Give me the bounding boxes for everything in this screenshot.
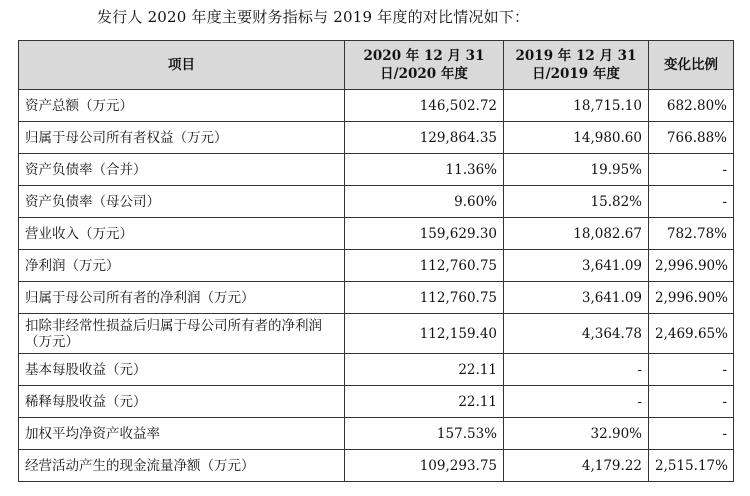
value-2020: 159,629.30 [345,218,504,250]
value-change: 2,996.90% [649,250,734,282]
row-label: 稀释每股收益（元） [19,386,345,418]
value-2019: 15.82% [504,186,649,218]
header-2019: 2019 年 12 月 31 日/2019 年度 [504,41,649,90]
table-header-row [19,41,734,90]
value-2019: 3,641.09 [504,250,649,282]
value-2020: 109,293.75 [345,450,504,482]
value-2020: 22.11 [345,354,504,386]
value-2020: 112,760.75 [345,250,504,282]
table-row [19,186,734,218]
value-change: - [649,354,734,386]
value-2020: 157.53% [345,418,504,450]
value-2020: 9.60% [345,186,504,218]
table-row [19,418,734,450]
value-change: - [649,418,734,450]
value-2019: 4,364.78 [504,314,649,354]
value-2019: - [504,354,649,386]
value-2019: 18,715.10 [504,90,649,122]
row-label: 基本每股收益（元） [19,354,345,386]
value-change: 2,996.90% [649,282,734,314]
value-2019: 18,082.67 [504,218,649,250]
row-label: 扣除非经常性损益后归属于母公司所有者的净利润（万元） [19,314,345,354]
table-row [19,122,734,154]
row-label: 经营活动产生的现金流量净额（万元） [19,450,345,482]
table-row [19,154,734,186]
value-2020: 146,502.72 [345,90,504,122]
value-2019: 3,641.09 [504,282,649,314]
row-label: 资产负债率（合并） [19,154,345,186]
value-change: 682.80% [649,90,734,122]
row-label: 加权平均净资产收益率 [19,418,345,450]
intro-text: 发行人 2020 年度主要财务指标与 2019 年度的对比情况如下： [97,8,530,26]
row-label: 净利润（万元） [19,250,345,282]
header-change: 变化比例 [649,41,734,90]
table-row [19,386,734,418]
table-row [19,450,734,482]
value-2019: 19.95% [504,154,649,186]
row-label: 营业收入（万元） [19,218,345,250]
table-row [19,250,734,282]
table-row [19,218,734,250]
table-row [19,90,734,122]
value-2019: - [504,386,649,418]
value-2019: 4,179.22 [504,450,649,482]
value-2019: 32.90% [504,418,649,450]
value-2020: 11.36% [345,154,504,186]
value-change: 2,469.65% [649,314,734,354]
table-row [19,282,734,314]
header-2020: 2020 年 12 月 31 日/2020 年度 [345,41,504,90]
row-label: 归属于母公司所有者的净利润（万元） [19,282,345,314]
value-2020: 112,760.75 [345,282,504,314]
value-2019: 14,980.60 [504,122,649,154]
value-2020: 129,864.35 [345,122,504,154]
row-label: 资产负债率（母公司） [19,186,345,218]
table-row [19,314,734,354]
row-label: 归属于母公司所有者权益（万元） [19,122,345,154]
header-item: 项目 [19,41,345,90]
value-change: 766.88% [649,122,734,154]
value-change: - [649,154,734,186]
value-change: - [649,386,734,418]
value-2020: 22.11 [345,386,504,418]
value-change: 2,515.17% [649,450,734,482]
value-change: 782.78% [649,218,734,250]
row-label: 资产总额（万元） [19,90,345,122]
value-change: - [649,186,734,218]
table-row [19,354,734,386]
financial-indicators-table [18,40,734,482]
value-2020: 112,159.40 [345,314,504,354]
